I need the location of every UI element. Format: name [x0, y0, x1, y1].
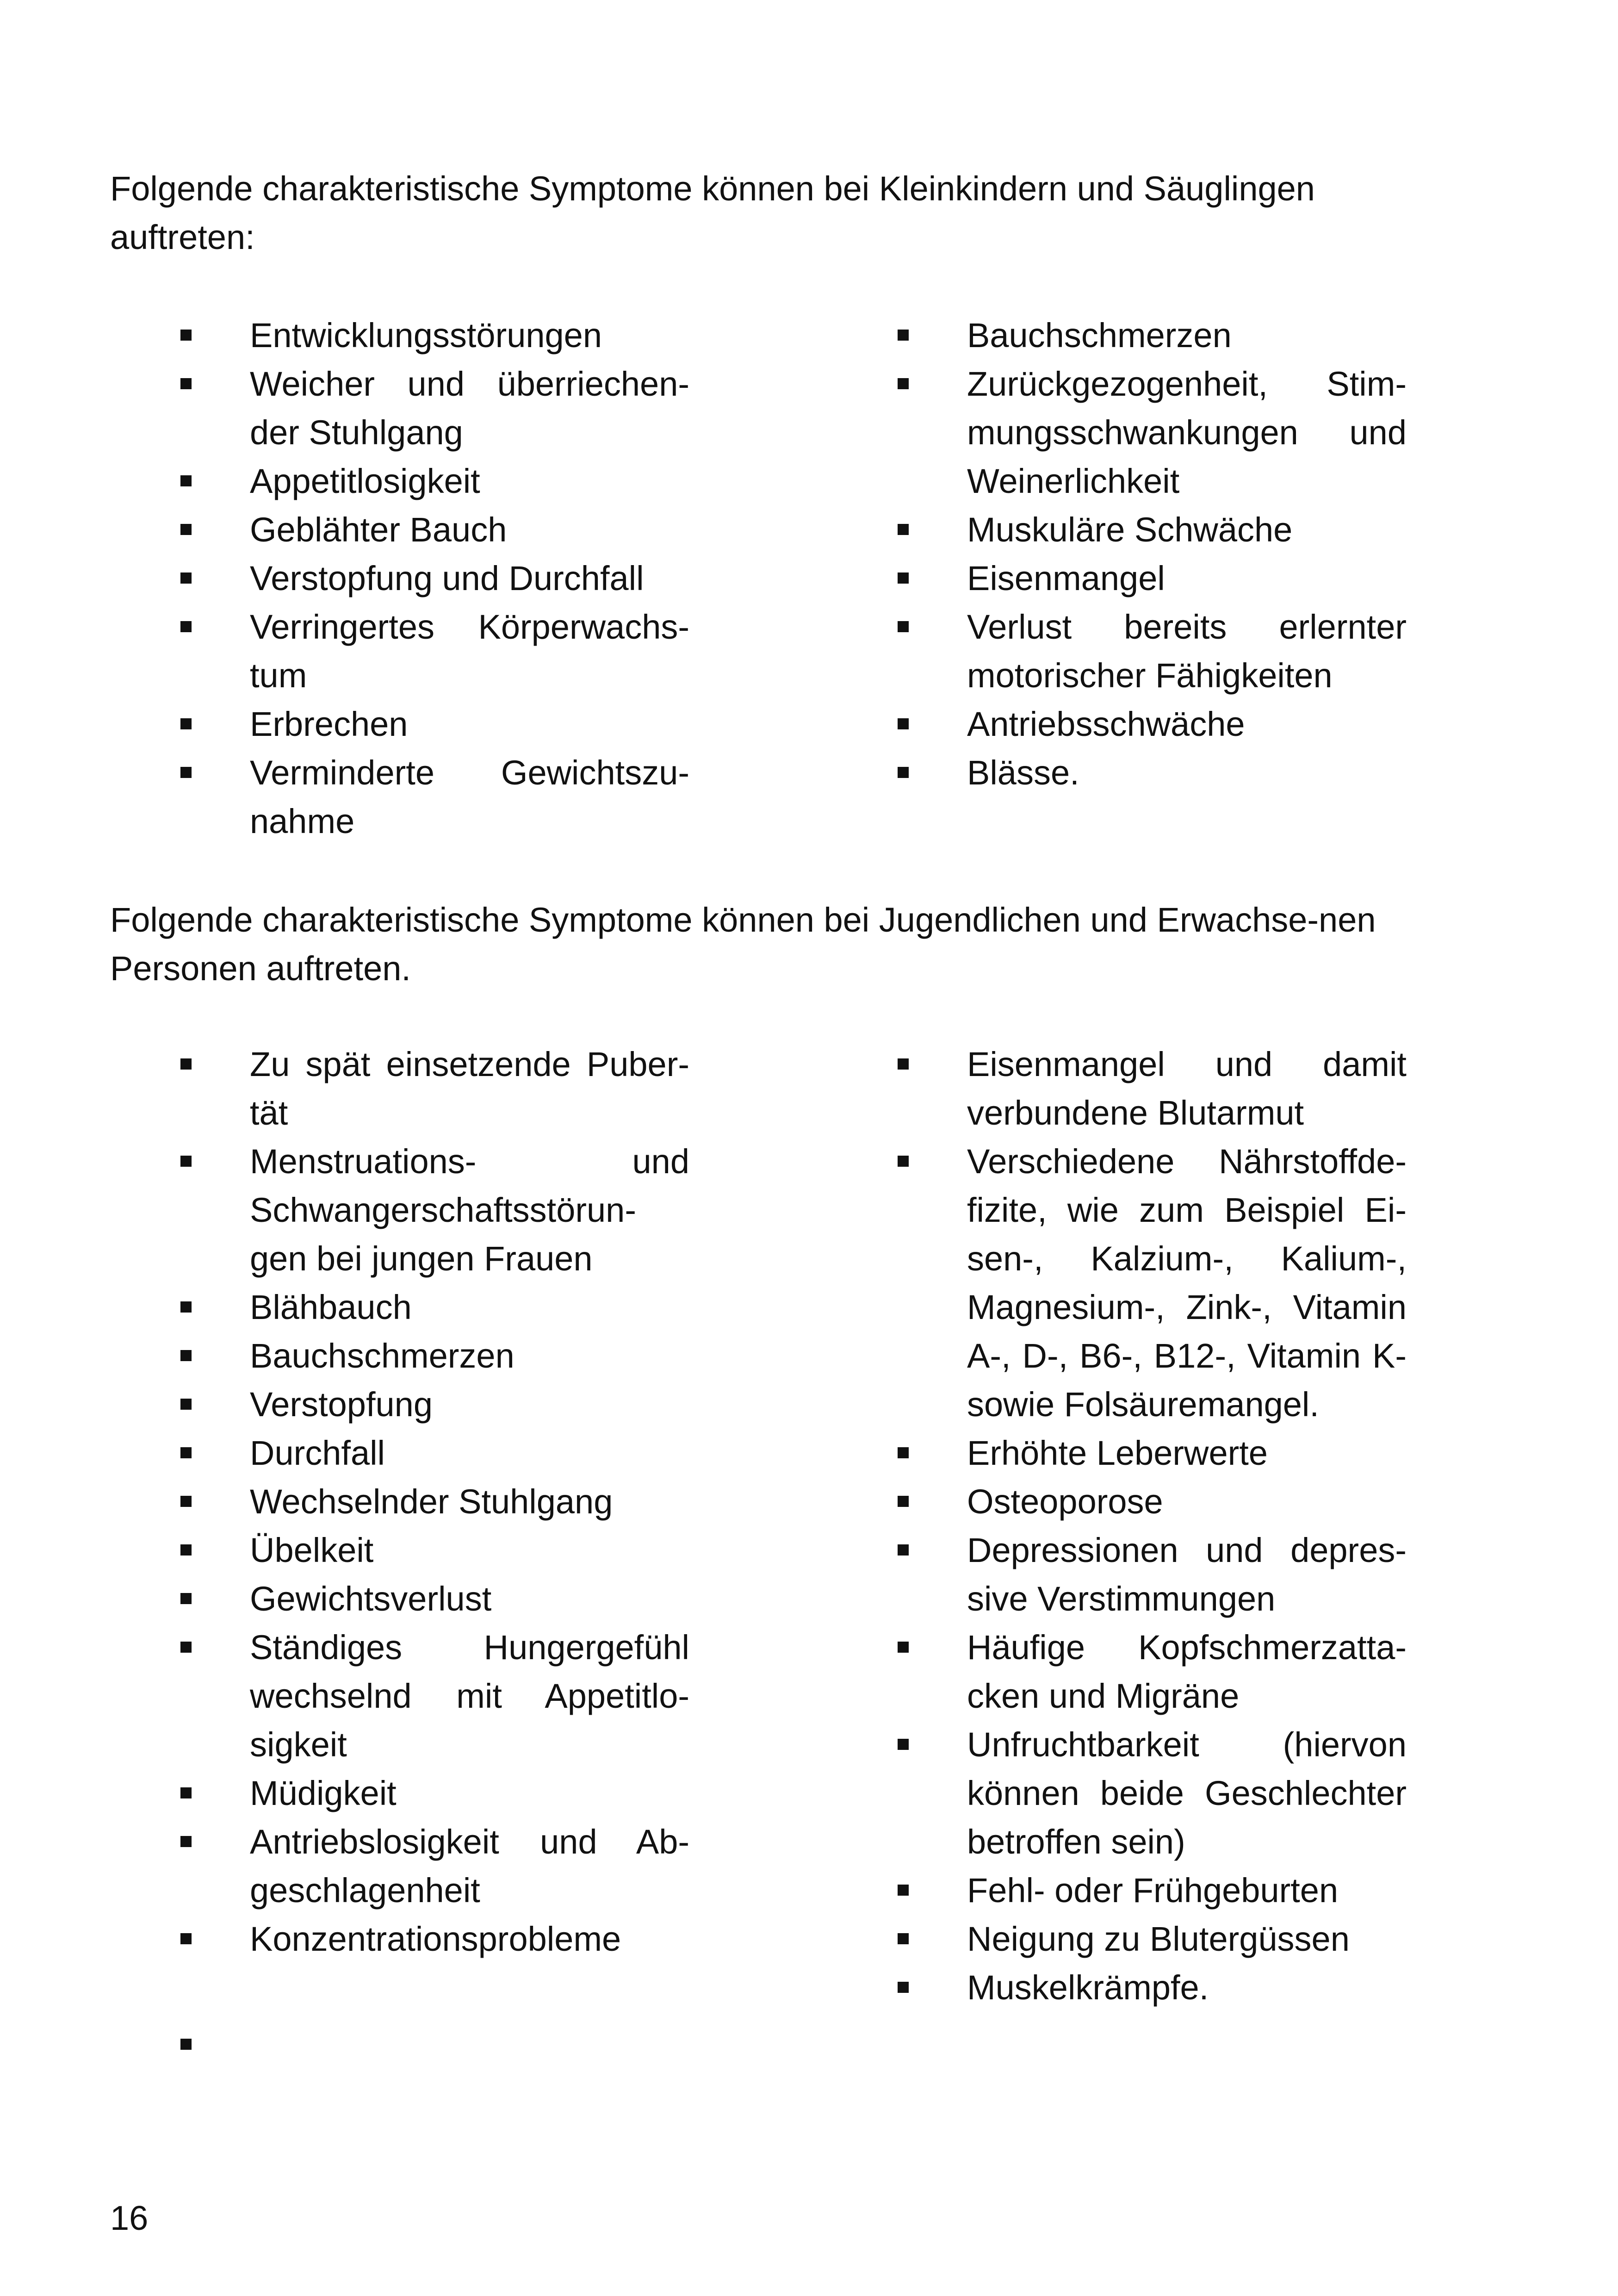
list-item — [898, 1429, 1407, 1477]
square-bullet-icon — [898, 1933, 909, 1944]
list-item-text: Müdigkeit — [250, 1774, 397, 1812]
list-item — [898, 700, 1407, 748]
square-bullet-icon — [898, 621, 909, 632]
square-bullet-icon — [898, 572, 909, 584]
list-item — [898, 1623, 1407, 1720]
list-item — [180, 700, 689, 748]
square-bullet-icon — [180, 1593, 192, 1604]
list-item — [180, 1915, 689, 1963]
list-item-text: Bauchschmerzen — [250, 1337, 515, 1375]
list-item — [898, 360, 1407, 505]
list-item — [898, 1963, 1407, 2012]
square-bullet-icon — [180, 1544, 192, 1556]
list-item — [898, 1477, 1407, 1526]
list-item-text: Eisenmangel und damit verbundene Blutarmut — [967, 1045, 1407, 1132]
square-bullet-icon — [898, 1496, 909, 1507]
square-bullet-icon — [180, 767, 192, 778]
list-item-text: Verstopfung und Durchfall — [250, 559, 644, 597]
list-item-text: Durchfall — [250, 1434, 385, 1472]
list-item — [180, 311, 689, 360]
list-item-text: Häufige Kopfschmerzatta-cken und Migräne — [967, 1628, 1407, 1715]
square-bullet-icon — [180, 330, 192, 341]
square-bullet-icon — [180, 1058, 192, 1070]
list-item — [180, 1283, 689, 1332]
list-item-text: Depressionen und depres-sive Verstimmungen — [967, 1531, 1407, 1618]
list-item — [898, 1915, 1407, 1963]
list-item-text: Übelkeit — [250, 1531, 374, 1569]
square-bullet-icon — [898, 1156, 909, 1167]
list-item-text: Osteoporose — [967, 1482, 1163, 1521]
square-bullet-icon — [898, 1739, 909, 1750]
list-item-text: Fehl- oder Frühgeburten — [967, 1871, 1339, 1910]
list-item — [180, 554, 689, 603]
list-item — [180, 1477, 689, 1526]
list-item-text: Wechselnder Stuhlgang — [250, 1482, 613, 1521]
list-item-text: Muskuläre Schwäche — [967, 510, 1293, 549]
symptom-list-adults-left — [180, 1040, 689, 1963]
list-item-text: Zurückgezogenheit, Stim-mungsschwankungen und Weinerlichkeit — [967, 365, 1407, 500]
list-item — [898, 1866, 1407, 1915]
list-item — [180, 1574, 689, 1623]
square-bullet-icon — [180, 1787, 192, 1798]
page-number: 16 — [110, 2199, 149, 2237]
square-bullet-icon — [898, 1447, 909, 1458]
square-bullet-icon — [180, 718, 192, 729]
list-item-text: Menstruations- und Schwangerschaftsstörun-gen bei jungen Frauen — [250, 1142, 689, 1278]
list-item — [898, 311, 1407, 360]
square-bullet-icon — [898, 718, 909, 729]
list-item-text: Neigung zu Blutergüssen — [967, 1920, 1350, 1958]
list-item — [898, 1526, 1407, 1623]
list-item-text: Gewichtsverlust — [250, 1580, 492, 1618]
square-bullet-icon — [898, 1544, 909, 1556]
intro-infants: Folgende charakteristische Symptome können bei Kleinkindern und Säuglingen auftreten: — [110, 169, 1315, 256]
list-item-text: Antriebslosigkeit und Ab-geschlagenheit — [250, 1823, 689, 1910]
list-item — [898, 603, 1407, 700]
square-bullet-icon — [898, 1058, 909, 1070]
list-item-text: Ständiges Hungergefühl wechselnd mit Appetitlo-sigkeit — [250, 1628, 689, 1764]
list-item-text: Erhöhte Leberwerte — [967, 1434, 1268, 1472]
list-item — [180, 1137, 689, 1283]
square-bullet-icon — [180, 1836, 192, 1847]
list-item — [898, 1137, 1407, 1429]
list-item-text: Eisenmangel — [967, 559, 1165, 597]
list-item — [180, 1526, 689, 1574]
square-bullet-icon — [180, 475, 192, 486]
square-bullet-icon — [180, 1301, 192, 1313]
square-bullet-icon — [898, 524, 909, 535]
list-item — [180, 1817, 689, 1915]
square-bullet-icon — [180, 1933, 192, 1944]
square-bullet-icon — [180, 1156, 192, 1167]
list-item — [180, 1429, 689, 1477]
square-bullet-icon — [180, 572, 192, 584]
list-item-text: Verlust bereits erlernter motorischer Fähigkeiten — [967, 608, 1407, 695]
list-item — [898, 505, 1407, 554]
square-bullet-icon — [180, 2039, 192, 2050]
list-item — [180, 1769, 689, 1817]
list-item-text: Antriebsschwäche — [967, 705, 1245, 743]
list-item-text: Konzentrationsprobleme — [250, 1920, 621, 1958]
square-bullet-icon — [180, 1447, 192, 1458]
list-item — [898, 1720, 1407, 1866]
symptom-list-infants-right — [898, 311, 1407, 797]
square-bullet-icon — [898, 330, 909, 341]
symptom-list-adults-right — [898, 1040, 1407, 2012]
list-item-text: Appetitlosigkeit — [250, 462, 480, 500]
list-item — [180, 1332, 689, 1380]
square-bullet-icon — [180, 1399, 192, 1410]
intro-adults: Folgende charakteristische Symptome können bei Jugendlichen und Erwachse-nen Personen auftreten. — [110, 901, 1376, 988]
square-bullet-icon — [180, 621, 192, 632]
square-bullet-icon — [898, 378, 909, 389]
list-item-text: Entwicklungsstörungen — [250, 316, 602, 355]
list-item-text: Unfruchtbarkeit (hiervon können beide Geschlechter betroffen sein) — [967, 1725, 1407, 1861]
list-item-text: Verringertes Körperwachs-tum — [250, 608, 689, 695]
square-bullet-icon — [898, 1885, 909, 1896]
list-item-text: Bauchschmerzen — [967, 316, 1232, 355]
square-bullet-icon — [180, 1642, 192, 1653]
list-item — [180, 1040, 689, 1137]
list-item-text: Weicher und überriechen-der Stuhlgang — [250, 365, 689, 452]
square-bullet-icon — [898, 1982, 909, 1993]
list-item — [898, 554, 1407, 603]
symptom-list-infants-left — [180, 311, 689, 846]
list-item — [180, 1623, 689, 1769]
square-bullet-icon — [898, 1642, 909, 1653]
list-item-text: Zu spät einsetzende Puber-tät — [250, 1045, 689, 1132]
list-item-text: Geblähter Bauch — [250, 510, 507, 549]
square-bullet-icon — [180, 378, 192, 389]
list-item — [180, 360, 689, 457]
list-item — [180, 603, 689, 700]
list-item — [180, 1380, 689, 1429]
list-item-text: Verschiedene Nährstoffde-fizite, wie zum Beispiel Ei-sen-, Kalzium-, Kalium-, Magnesium-, Zink-, Vitamin A-, D-, B6-, B12-, Vitamin K- sowie Folsäuremangel. — [967, 1142, 1407, 1424]
list-item-text: Erbrechen — [250, 705, 408, 743]
list-item — [898, 1040, 1407, 1137]
list-item-text: Blähbauch — [250, 1288, 412, 1326]
list-item — [180, 748, 689, 846]
list-item-text: Muskelkrämpfe. — [967, 1968, 1209, 2007]
list-item — [180, 457, 689, 505]
square-bullet-icon — [180, 524, 192, 535]
list-item-text: Blässe. — [967, 753, 1079, 792]
list-item — [180, 505, 689, 554]
list-item-text: Verstopfung — [250, 1385, 433, 1424]
square-bullet-icon — [180, 1496, 192, 1507]
square-bullet-icon — [180, 1350, 192, 1361]
square-bullet-icon — [898, 767, 909, 778]
list-item — [898, 748, 1407, 797]
list-item-text: Verminderte Gewichtszu-nahme — [250, 753, 689, 840]
